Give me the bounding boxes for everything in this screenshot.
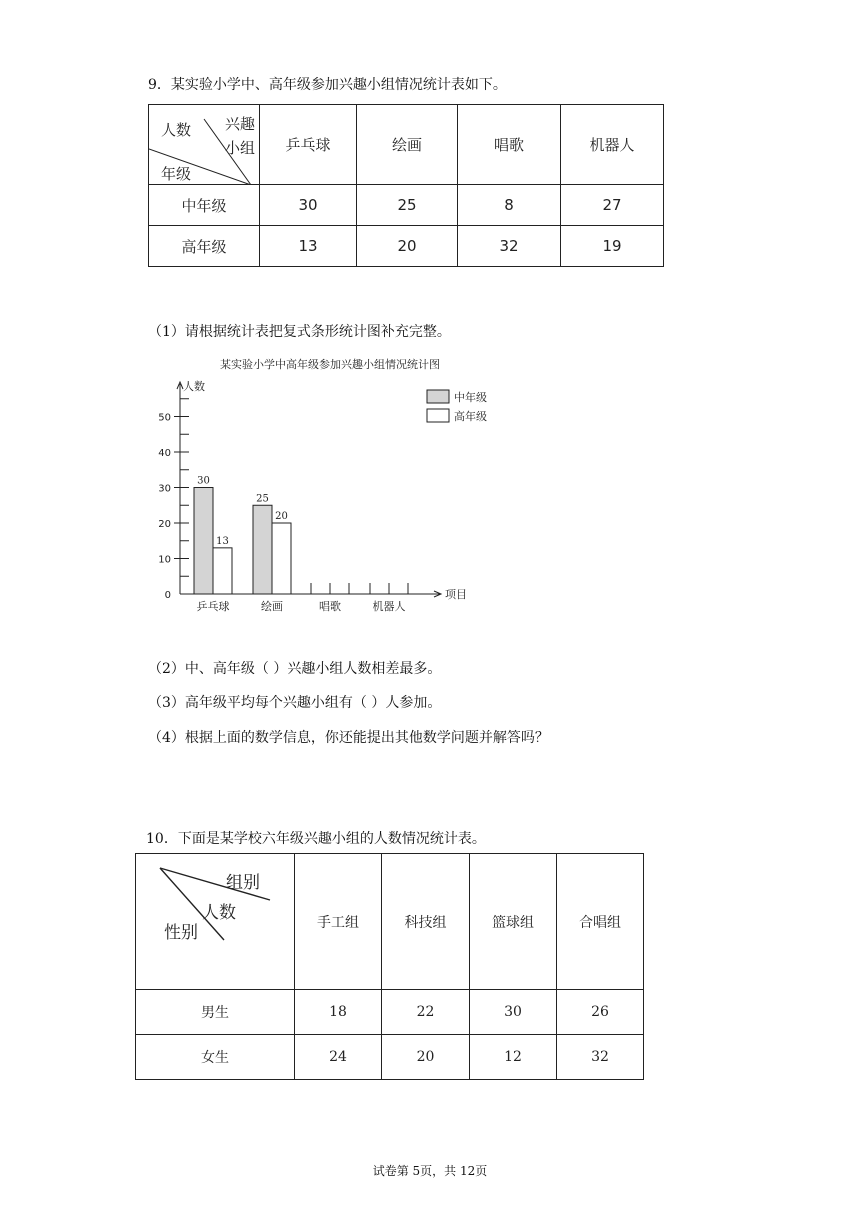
q9-cell: 30 xyxy=(260,185,357,226)
q9-header-pingpong: 乒乓球 xyxy=(260,105,357,185)
q9-corner-group: 小组 xyxy=(225,139,256,157)
q9-header-robot: 机器人 xyxy=(561,105,664,185)
chart-y-tick-label: 0 xyxy=(164,590,171,601)
q9-cell: 20 xyxy=(357,226,458,267)
q10-cell: 20 xyxy=(382,1035,470,1080)
q9-bar-chart xyxy=(145,352,505,622)
q10-cell: 24 xyxy=(295,1035,382,1080)
q9-row-label: 中年级 xyxy=(149,185,260,226)
chart-y-tick-label: 20 xyxy=(158,519,171,530)
q10-title: 10．下面是某学校六年级兴趣小组的人数情况统计表。 xyxy=(146,831,486,847)
chart-title: 某实验小学中高年级参加兴趣小组情况统计图 xyxy=(220,358,440,371)
chart-legend-label: 高年级 xyxy=(454,410,487,423)
table-row xyxy=(136,990,644,1035)
chart-x-tick-label: 乒乓球 xyxy=(196,600,230,613)
q9-row-label: 高年级 xyxy=(149,226,260,267)
q9-header-painting: 绘画 xyxy=(357,105,458,185)
q9-sub1: （1）请根据统计表把复式条形统计图补充完整。 xyxy=(148,324,451,340)
q10-cell: 30 xyxy=(470,990,557,1035)
chart-y-tick-label: 50 xyxy=(158,412,171,424)
q9-sub2: （2）中、高年级（ ）兴趣小组人数相差最多。 xyxy=(148,661,442,677)
q10-corner-gender: 性别 xyxy=(164,923,198,943)
q9-corner-grade: 年级 xyxy=(161,165,192,183)
chart-data-label: 30 xyxy=(197,475,210,487)
q10-cell: 22 xyxy=(382,990,470,1035)
chart-data-label: 13 xyxy=(216,535,229,547)
chart-data-label: 25 xyxy=(256,493,269,505)
q10-header-basketball: 篮球组 xyxy=(470,854,557,990)
chart-x-label: 项目 xyxy=(445,588,467,601)
q10-row-label: 女生 xyxy=(136,1035,295,1080)
q9-corner-people: 人数 xyxy=(161,121,192,139)
table-row xyxy=(149,226,664,267)
chart-legend-swatch xyxy=(427,390,449,403)
q9-cell: 32 xyxy=(458,226,561,267)
q9-cell: 25 xyxy=(357,185,458,226)
chart-bar-upper-grade xyxy=(213,548,232,594)
q10-table xyxy=(135,853,644,1080)
chart-y-tick-label: 10 xyxy=(158,554,171,566)
chart-y-tick-label: 30 xyxy=(158,483,171,495)
chart-y-tick-label: 40 xyxy=(158,448,171,459)
q9-title: 9．某实验小学中、高年级参加兴趣小组情况统计表如下。 xyxy=(148,77,507,93)
q10-header-craft: 手工组 xyxy=(295,854,382,990)
q9-sub3: （3）高年级平均每个兴趣小组有（ ）人参加。 xyxy=(148,695,442,711)
q10-header-tech: 科技组 xyxy=(382,854,470,990)
q9-cell: 19 xyxy=(561,226,664,267)
table-row xyxy=(149,185,664,226)
q9-table xyxy=(148,104,664,267)
q9-corner-cell xyxy=(149,105,260,185)
q10-row-label: 男生 xyxy=(136,990,295,1035)
page-footer: 试卷第 5页，共 12页 xyxy=(372,1164,488,1178)
q9-header-singing: 唱歌 xyxy=(458,105,561,185)
q9-sub4: （4）根据上面的数学信息，你还能提出其他数学问题并解答吗？ xyxy=(148,730,549,746)
q10-cell: 18 xyxy=(295,990,382,1035)
chart-x-tick-label: 机器人 xyxy=(372,600,406,613)
chart-bar-upper-grade xyxy=(272,523,291,594)
chart-bar-middle-grade xyxy=(253,505,272,594)
q10-cell: 12 xyxy=(470,1035,557,1080)
chart-legend-swatch xyxy=(427,409,449,422)
q9-corner-interest: 兴趣 xyxy=(225,115,256,133)
chart-x-tick-label: 绘画 xyxy=(261,600,283,613)
chart-bar-middle-grade xyxy=(194,488,213,595)
q10-corner-group: 组别 xyxy=(226,873,260,893)
q10-cell: 32 xyxy=(557,1035,644,1080)
table-row xyxy=(136,1035,644,1080)
q10-corner-people: 人数 xyxy=(202,903,236,923)
chart-legend-label: 中年级 xyxy=(454,391,487,404)
q10-header-choir: 合唱组 xyxy=(557,854,644,990)
q9-cell: 13 xyxy=(260,226,357,267)
chart-data-label: 20 xyxy=(275,511,288,522)
q9-cell: 8 xyxy=(458,185,561,226)
q10-corner-cell xyxy=(136,854,295,990)
q9-cell: 27 xyxy=(561,185,664,226)
q10-cell: 26 xyxy=(557,990,644,1035)
chart-y-label: 人数 xyxy=(183,380,205,393)
chart-x-tick-label: 唱歌 xyxy=(319,600,341,613)
